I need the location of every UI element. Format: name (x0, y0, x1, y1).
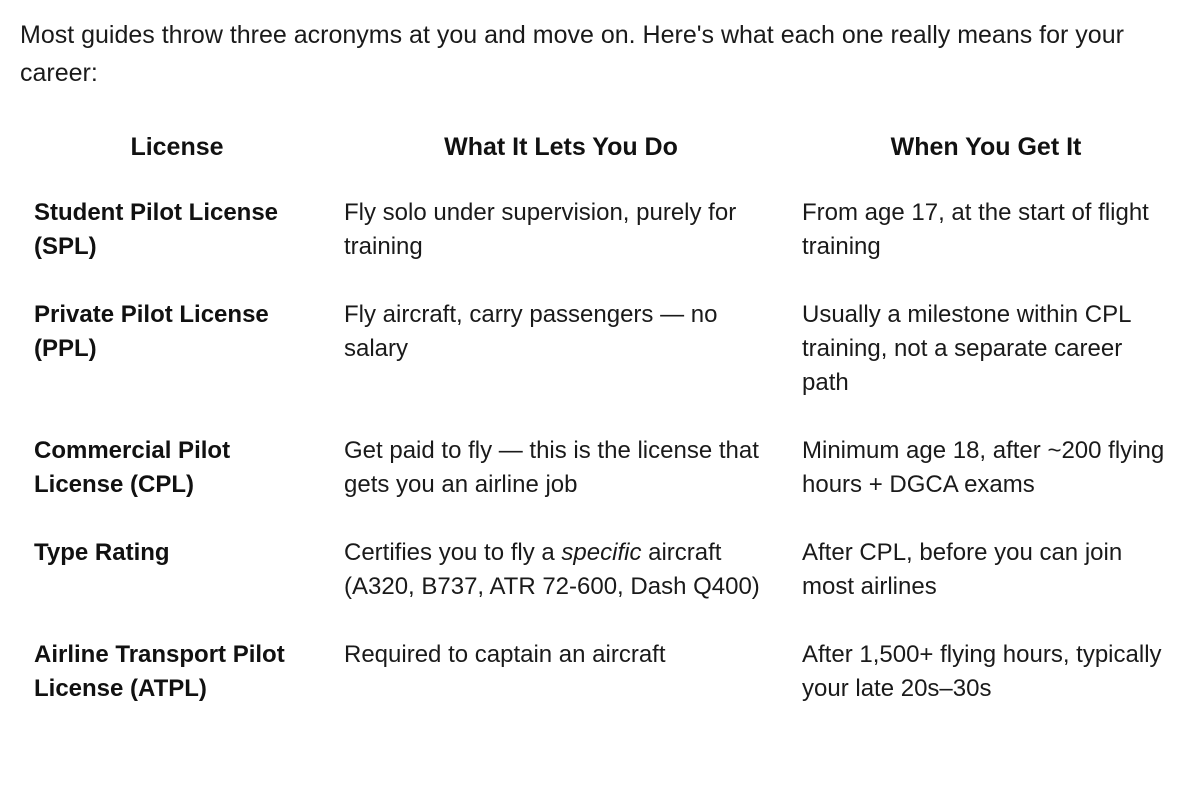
column-header-when: When You Get It (890, 133, 1082, 161)
license-name: Student Pilot License (SPL) (34, 199, 279, 260)
description-emphasis: specific (561, 539, 642, 566)
table-header-row (22, 130, 1182, 179)
column-header-what: What It Lets You Do (444, 133, 678, 161)
table-row (22, 417, 1182, 519)
column-header-license: License (130, 133, 224, 161)
license-description: Required to captain an aircraft (344, 641, 666, 668)
license-timing: From age 17, at the start of flight training (802, 199, 1149, 260)
license-timing: Minimum age 18, after ~200 flying hours + DGCA exams (802, 437, 1165, 498)
license-name: Type Rating (34, 539, 170, 566)
table-row (22, 179, 1182, 281)
description-text-after: aircraft (A320, B737, ATR 72-600, Dash Q400) (344, 539, 760, 600)
license-description (332, 519, 790, 621)
license-description: Get paid to fly — this is the license that gets you an airline job (344, 437, 759, 498)
license-name: Commercial Pilot License (CPL) (34, 437, 231, 498)
license-name: Private Pilot License (PPL) (34, 301, 269, 362)
license-timing: Usually a milestone within CPL training, not a separate career path (802, 301, 1131, 396)
description-text-before: Certifies you to fly a (344, 539, 562, 566)
license-timing: After 1,500+ flying hours, typically your late 20s–30s (802, 641, 1162, 702)
license-name: Airline Transport Pilot License (ATPL) (34, 641, 285, 702)
table-row (22, 621, 1182, 723)
intro-paragraph: Most guides throw three acronyms at you and move on. Here's what each one really means for your career: (20, 21, 1124, 87)
table-row (22, 281, 1182, 417)
license-table (22, 130, 1182, 723)
table-row (22, 519, 1182, 621)
license-description: Fly aircraft, carry passengers — no salary (344, 301, 718, 362)
license-description: Fly solo under supervision, purely for training (344, 199, 737, 260)
license-timing: After CPL, before you can join most airlines (802, 539, 1123, 600)
